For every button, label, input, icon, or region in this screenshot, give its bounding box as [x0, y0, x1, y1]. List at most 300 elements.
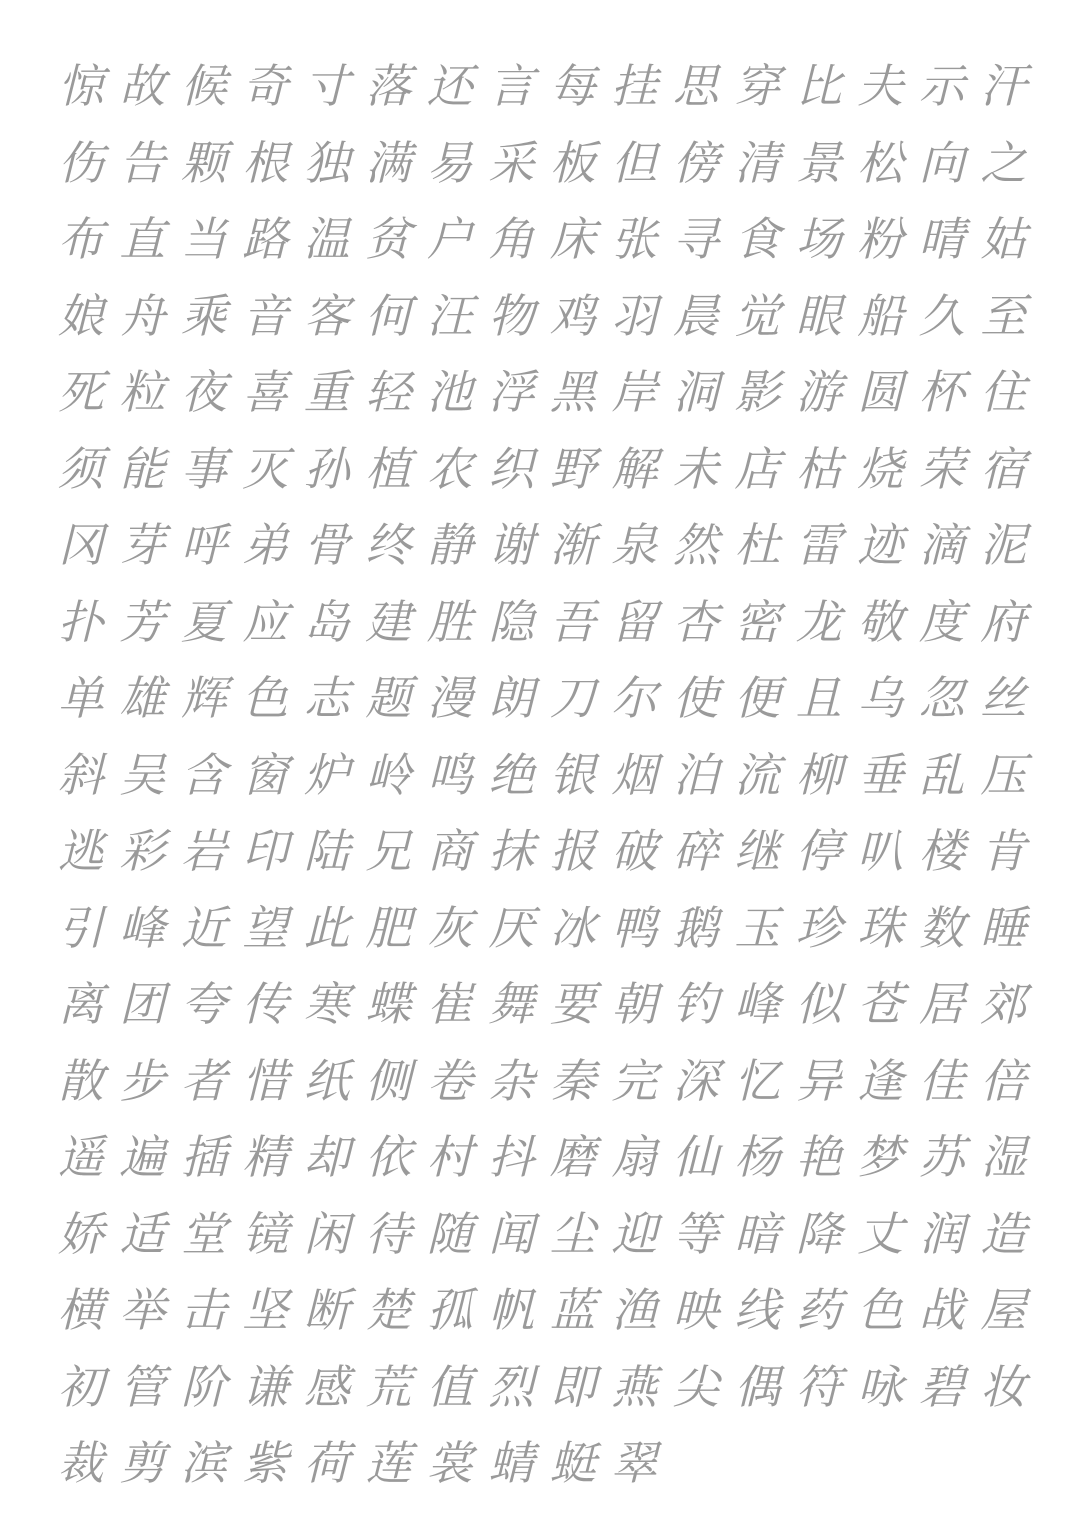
- character: 冰: [549, 900, 596, 955]
- character: 漫: [426, 671, 473, 726]
- character: 雷: [795, 518, 842, 573]
- character: 滴: [918, 518, 965, 573]
- character: 吴: [119, 747, 166, 802]
- character: 珍: [795, 900, 842, 955]
- character-row: [50, 507, 1035, 584]
- character: 谦: [242, 1359, 289, 1414]
- character: 鸡: [549, 288, 596, 343]
- character: 独: [303, 135, 350, 190]
- character: 岭: [365, 747, 412, 802]
- character: 碎: [672, 824, 719, 879]
- character: 每: [549, 59, 596, 114]
- character: 含: [180, 747, 227, 802]
- character: 终: [365, 518, 412, 573]
- character: 润: [918, 1206, 965, 1261]
- character: 此: [303, 900, 350, 955]
- character: 温: [303, 212, 350, 267]
- character: 蝶: [365, 977, 412, 1032]
- character: 冈: [57, 518, 104, 573]
- character: 喜: [242, 365, 289, 420]
- character: 屋: [980, 1283, 1027, 1338]
- character-row: [50, 737, 1035, 814]
- character: 床: [549, 212, 596, 267]
- character: 横: [57, 1283, 104, 1338]
- character: 羽: [611, 288, 658, 343]
- character-row: [50, 813, 1035, 890]
- character-row: [50, 966, 1035, 1043]
- character: 钓: [672, 977, 719, 1032]
- character: 绝: [488, 747, 535, 802]
- character: 落: [365, 59, 412, 114]
- character-row: [50, 584, 1035, 661]
- character: 游: [795, 365, 842, 420]
- character: 使: [672, 671, 719, 726]
- character: 久: [918, 288, 965, 343]
- character: 府: [980, 594, 1027, 649]
- character: 吾: [549, 594, 596, 649]
- character: 战: [918, 1283, 965, 1338]
- character: 呼: [180, 518, 227, 573]
- character: 直: [119, 212, 166, 267]
- character: 苏: [918, 1130, 965, 1185]
- character: 鸭: [611, 900, 658, 955]
- character: 松: [857, 135, 904, 190]
- character: 寒: [303, 977, 350, 1032]
- character: 然: [672, 518, 719, 573]
- character: 苍: [857, 977, 904, 1032]
- character: 炉: [303, 747, 350, 802]
- character: 孤: [426, 1283, 473, 1338]
- character: 闻: [488, 1206, 535, 1261]
- character: 须: [57, 441, 104, 496]
- character: 完: [611, 1053, 658, 1108]
- character: 咏: [857, 1359, 904, 1414]
- character: 鸣: [426, 747, 473, 802]
- character: 乘: [180, 288, 227, 343]
- character: 翠: [611, 1436, 658, 1491]
- character: 渐: [549, 518, 596, 573]
- character: 荒: [365, 1359, 412, 1414]
- character: 深: [672, 1053, 719, 1108]
- character: 舟: [119, 288, 166, 343]
- character: 鹅: [672, 900, 719, 955]
- character: 暗: [734, 1206, 781, 1261]
- character: 映: [672, 1283, 719, 1338]
- character: 布: [57, 212, 104, 267]
- character: 初: [57, 1359, 104, 1414]
- character: 裁: [57, 1436, 104, 1491]
- character: 解: [611, 441, 658, 496]
- character: 之: [980, 135, 1027, 190]
- character: 龙: [795, 594, 842, 649]
- character: 荷: [303, 1436, 350, 1491]
- character: 楼: [918, 824, 965, 879]
- character: 朝: [611, 977, 658, 1032]
- character: 单: [57, 671, 104, 726]
- character: 陆: [303, 824, 350, 879]
- character: 船: [857, 288, 904, 343]
- character: 张: [611, 212, 658, 267]
- character: 辉: [180, 671, 227, 726]
- character: 密: [734, 594, 781, 649]
- character: 夸: [180, 977, 227, 1032]
- character-row: [50, 431, 1035, 508]
- character: 仙: [672, 1130, 719, 1185]
- character: 兄: [365, 824, 412, 879]
- character: 感: [303, 1359, 350, 1414]
- character: 觉: [734, 288, 781, 343]
- character-row: [50, 48, 1035, 125]
- character: 遍: [119, 1130, 166, 1185]
- character: 插: [180, 1130, 227, 1185]
- character: 坚: [242, 1283, 289, 1338]
- character: 符: [795, 1359, 842, 1414]
- character: 楚: [365, 1283, 412, 1338]
- character: 窗: [242, 747, 289, 802]
- character: 扇: [611, 1130, 658, 1185]
- character: 住: [980, 365, 1027, 420]
- character: 郊: [980, 977, 1027, 1032]
- character: 泉: [611, 518, 658, 573]
- character: 岩: [180, 824, 227, 879]
- character: 碧: [918, 1359, 965, 1414]
- character: 织: [488, 441, 535, 496]
- character: 滨: [180, 1436, 227, 1491]
- character: 遥: [57, 1130, 104, 1185]
- character: 物: [488, 288, 535, 343]
- character: 近: [180, 900, 227, 955]
- character: 故: [119, 59, 166, 114]
- character: 渔: [611, 1283, 658, 1338]
- character: 尖: [672, 1359, 719, 1414]
- character: 色: [857, 1283, 904, 1338]
- character: 芳: [119, 594, 166, 649]
- character: 岸: [611, 365, 658, 420]
- character-row: [50, 1196, 1035, 1273]
- character: 忽: [918, 671, 965, 726]
- character: 尘: [549, 1206, 596, 1261]
- character: 步: [119, 1053, 166, 1108]
- character: 枯: [795, 441, 842, 496]
- character: 偶: [734, 1359, 781, 1414]
- character: 卷: [426, 1053, 473, 1108]
- character: 伤: [57, 135, 104, 190]
- character: 柳: [795, 747, 842, 802]
- character: 岛: [303, 594, 350, 649]
- character: 望: [242, 900, 289, 955]
- character: 丝: [980, 671, 1027, 726]
- character: 未: [672, 441, 719, 496]
- character: 告: [119, 135, 166, 190]
- character: 值: [426, 1359, 473, 1414]
- character: 店: [734, 441, 781, 496]
- character: 帆: [488, 1283, 535, 1338]
- character: 佳: [918, 1053, 965, 1108]
- character: 线: [734, 1283, 781, 1338]
- character: 言: [488, 59, 535, 114]
- character: 汪: [426, 288, 473, 343]
- character: 候: [180, 59, 227, 114]
- character: 适: [119, 1206, 166, 1261]
- character: 湿: [980, 1130, 1027, 1185]
- character: 圆: [857, 365, 904, 420]
- character: 板: [549, 135, 596, 190]
- character: 留: [611, 594, 658, 649]
- character: 峰: [734, 977, 781, 1032]
- character: 峰: [119, 900, 166, 955]
- character: 彩: [119, 824, 166, 879]
- character: 燕: [611, 1359, 658, 1414]
- character: 骨: [303, 518, 350, 573]
- character: 穿: [734, 59, 781, 114]
- character-row: [50, 1272, 1035, 1349]
- character: 向: [918, 135, 965, 190]
- character-row: [50, 890, 1035, 967]
- character: 杨: [734, 1130, 781, 1185]
- character: 浮: [488, 365, 535, 420]
- character: 事: [180, 441, 227, 496]
- character: 杏: [672, 594, 719, 649]
- character: 建: [365, 594, 412, 649]
- character: 汗: [980, 59, 1027, 114]
- character: 寻: [672, 212, 719, 267]
- character: 破: [611, 824, 658, 879]
- character: 能: [119, 441, 166, 496]
- character: 迎: [611, 1206, 658, 1261]
- character: 压: [980, 747, 1027, 802]
- character: 泊: [672, 747, 719, 802]
- character: 采: [488, 135, 535, 190]
- character-row: [50, 354, 1035, 431]
- character: 要: [549, 977, 596, 1032]
- character: 粉: [857, 212, 904, 267]
- character: 睡: [980, 900, 1027, 955]
- character: 忆: [734, 1053, 781, 1108]
- character: 银: [549, 747, 596, 802]
- character: 停: [795, 824, 842, 879]
- character: 夫: [857, 59, 904, 114]
- character: 乱: [918, 747, 965, 802]
- character: 梦: [857, 1130, 904, 1185]
- character: 洞: [672, 365, 719, 420]
- character: 抖: [488, 1130, 535, 1185]
- character: 丈: [857, 1206, 904, 1261]
- character: 杂: [488, 1053, 535, 1108]
- character: 还: [426, 59, 473, 114]
- character: 清: [734, 135, 781, 190]
- character: 磨: [549, 1130, 596, 1185]
- character: 谢: [488, 518, 535, 573]
- character: 当: [180, 212, 227, 267]
- character: 报: [549, 824, 596, 879]
- character: 流: [734, 747, 781, 802]
- character: 户: [426, 212, 473, 267]
- character: 但: [611, 135, 658, 190]
- character: 便: [734, 671, 781, 726]
- character: 裳: [426, 1436, 473, 1491]
- character: 度: [918, 594, 965, 649]
- character: 阶: [180, 1359, 227, 1414]
- character: 玉: [734, 900, 781, 955]
- character: 居: [918, 977, 965, 1032]
- character: 烧: [857, 441, 904, 496]
- character: 者: [180, 1053, 227, 1108]
- character: 依: [365, 1130, 412, 1185]
- character: 娘: [57, 288, 104, 343]
- character: 示: [918, 59, 965, 114]
- character: 路: [242, 212, 289, 267]
- character: 思: [672, 59, 719, 114]
- character: 逃: [57, 824, 104, 879]
- character: 泥: [980, 518, 1027, 573]
- character: 传: [242, 977, 289, 1032]
- character-row: [50, 201, 1035, 278]
- character: 待: [365, 1206, 412, 1261]
- character: 散: [57, 1053, 104, 1108]
- character: 堂: [180, 1206, 227, 1261]
- character: 抹: [488, 824, 535, 879]
- character: 姑: [980, 212, 1027, 267]
- character: 蓝: [549, 1283, 596, 1338]
- character: 刀: [549, 671, 596, 726]
- character: 击: [180, 1283, 227, 1338]
- character: 娇: [57, 1206, 104, 1261]
- character: 弟: [242, 518, 289, 573]
- character: 厌: [488, 900, 535, 955]
- character-row: [50, 278, 1035, 355]
- character: 精: [242, 1130, 289, 1185]
- character: 肥: [365, 900, 412, 955]
- character: 斜: [57, 747, 104, 802]
- character: 叭: [857, 824, 904, 879]
- character: 灰: [426, 900, 473, 955]
- character: 垂: [857, 747, 904, 802]
- character: 芽: [119, 518, 166, 573]
- character: 却: [303, 1130, 350, 1185]
- character: 举: [119, 1283, 166, 1338]
- character: 崔: [426, 977, 473, 1032]
- character: 秦: [549, 1053, 596, 1108]
- character: 野: [549, 441, 596, 496]
- character: 客: [303, 288, 350, 343]
- character: 音: [242, 288, 289, 343]
- character: 造: [980, 1206, 1027, 1261]
- character: 印: [242, 824, 289, 879]
- character: 珠: [857, 900, 904, 955]
- character: 色: [242, 671, 289, 726]
- character: 逢: [857, 1053, 904, 1108]
- character: 随: [426, 1206, 473, 1261]
- character: 比: [795, 59, 842, 114]
- character: 角: [488, 212, 535, 267]
- character: 宿: [980, 441, 1027, 496]
- character: 奇: [242, 59, 289, 114]
- character: 静: [426, 518, 473, 573]
- character: 扑: [57, 594, 104, 649]
- character: 朗: [488, 671, 535, 726]
- character: 惜: [242, 1053, 289, 1108]
- character: 晨: [672, 288, 719, 343]
- character: 胜: [426, 594, 473, 649]
- character-grid: [50, 48, 1035, 1502]
- character: 似: [795, 977, 842, 1032]
- character: 粒: [119, 365, 166, 420]
- character: 挂: [611, 59, 658, 114]
- character: 至: [980, 288, 1027, 343]
- character: 即: [549, 1359, 596, 1414]
- character: 何: [365, 288, 412, 343]
- character: 影: [734, 365, 781, 420]
- character: 死: [57, 365, 104, 420]
- character: 植: [365, 441, 412, 496]
- character: 艳: [795, 1130, 842, 1185]
- character: 且: [795, 671, 842, 726]
- character: 题: [365, 671, 412, 726]
- character: 黑: [549, 365, 596, 420]
- character: 眼: [795, 288, 842, 343]
- character: 食: [734, 212, 781, 267]
- character: 纸: [303, 1053, 350, 1108]
- character: 倍: [980, 1053, 1027, 1108]
- character: 夜: [180, 365, 227, 420]
- character: 妆: [980, 1359, 1027, 1414]
- character: 继: [734, 824, 781, 879]
- character: 离: [57, 977, 104, 1032]
- character: 志: [303, 671, 350, 726]
- character: 团: [119, 977, 166, 1032]
- character: 管: [119, 1359, 166, 1414]
- character: 荣: [918, 441, 965, 496]
- character: 杯: [918, 365, 965, 420]
- character: 孙: [303, 441, 350, 496]
- character-row: [50, 660, 1035, 737]
- character: 雄: [119, 671, 166, 726]
- character: 尔: [611, 671, 658, 726]
- character: 烈: [488, 1359, 535, 1414]
- character: 晴: [918, 212, 965, 267]
- character: 镜: [242, 1206, 289, 1261]
- character: 易: [426, 135, 473, 190]
- character: 异: [795, 1053, 842, 1108]
- character: 等: [672, 1206, 719, 1261]
- character: 断: [303, 1283, 350, 1338]
- character: 轻: [365, 365, 412, 420]
- character: 乌: [857, 671, 904, 726]
- character: 隐: [488, 594, 535, 649]
- character: 重: [303, 365, 350, 420]
- character: 惊: [57, 59, 104, 114]
- character: 应: [242, 594, 289, 649]
- character: 景: [795, 135, 842, 190]
- character: 池: [426, 365, 473, 420]
- character: 颗: [180, 135, 227, 190]
- character: 根: [242, 135, 289, 190]
- character: 舞: [488, 977, 535, 1032]
- character-row: [50, 1119, 1035, 1196]
- character: 贫: [365, 212, 412, 267]
- character: 药: [795, 1283, 842, 1338]
- character: 莲: [365, 1436, 412, 1491]
- character-row: [50, 1043, 1035, 1120]
- character: 引: [57, 900, 104, 955]
- character: 数: [918, 900, 965, 955]
- character: 肯: [980, 824, 1027, 879]
- character: 商: [426, 824, 473, 879]
- character-row: [50, 1425, 1035, 1502]
- character-row: [50, 125, 1035, 202]
- character: 夏: [180, 594, 227, 649]
- character: 灭: [242, 441, 289, 496]
